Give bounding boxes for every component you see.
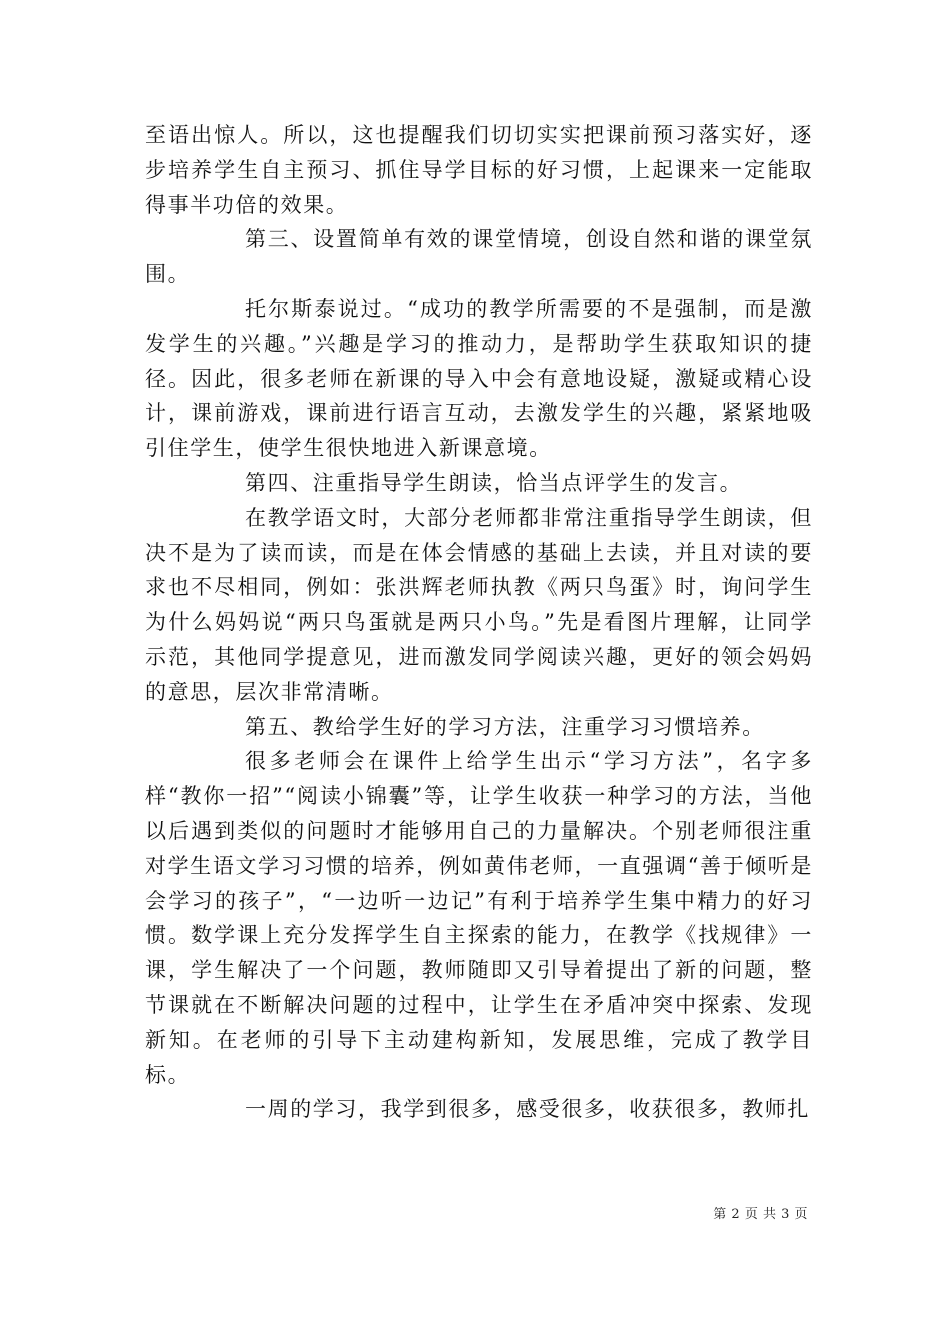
paragraph-7: 很多老师会在课件上给学生出示“学习方法”，名字多样“教你一招”“阅读小锦囊”等，让学生收获一种学习的方法，当他以后遇到类似的问题时才能够用自己的力量解决。个别老师很注重对学生语文学习习惯的培养，例如黄伟老师，一直强调“善于倾听是会学习的孩子”，“一边听一边记”有利于培养学生集中精力的好习惯。数学课上充分发挥学生自主探索的能力，在教学《找规律》一课，学生解决了一个问题，教师随即又引导着提出了新的问题，整节课就在不断解决问题的过程中，让学生在矛盾冲突中探索、发现新知。在老师的引导下主动建构新知，发展思维，完成了教学目标。 xyxy=(145,749,813,1087)
document-body xyxy=(145,118,813,1127)
paragraph-1: 至语出惊人。所以，这也提醒我们切切实实把课前预习落实好，逐步培养学生自主预习、抓住导学目标的好习惯，上起课来一定能取得事半功倍的效果。 xyxy=(145,123,813,217)
paragraph-8: 一周的学习，我学到很多，感受很多，收获很多，教师扎 xyxy=(245,1097,810,1122)
heading-section-3: 第三、设置简单有效的课堂情境，创设自然和谐的课堂氛围。 xyxy=(145,227,813,287)
heading-section-5: 第五、教给学生好的学习方法，注重学习习惯培养。 xyxy=(245,714,765,739)
heading-section-4: 第四、注重指导学生朗读，恰当点评学生的发言。 xyxy=(245,470,743,495)
paragraph-5: 在教学语文时，大部分老师都非常注重指导学生朗读，但决不是为了读而读，而是在体会情感的基础上去读，并且对读的要求也不尽相同，例如：张洪辉老师执教《两只鸟蛋》时，询问学生为什么妈妈说“两只鸟蛋就是两只小鸟。”先是看图片理解，让同学示范，其他同学提意见，进而激发同学阅读兴趣，更好的领会妈妈的意思，层次非常清晰。 xyxy=(145,505,813,704)
paragraph-3: 托尔斯泰说过。“成功的教学所需要的不是强制，而是激发学生的兴趣。”兴趣是学习的推动力，是帮助学生获取知识的捷径。因此，很多老师在新课的导入中会有意地设疑，激疑或精心设计，课前游戏，课前进行语言互动，去激发学生的兴趣，紧紧地吸引住学生，使学生很快地进入新课意境。 xyxy=(145,296,813,461)
page-number-footer: 第 2 页 共 3 页 xyxy=(713,1207,808,1222)
